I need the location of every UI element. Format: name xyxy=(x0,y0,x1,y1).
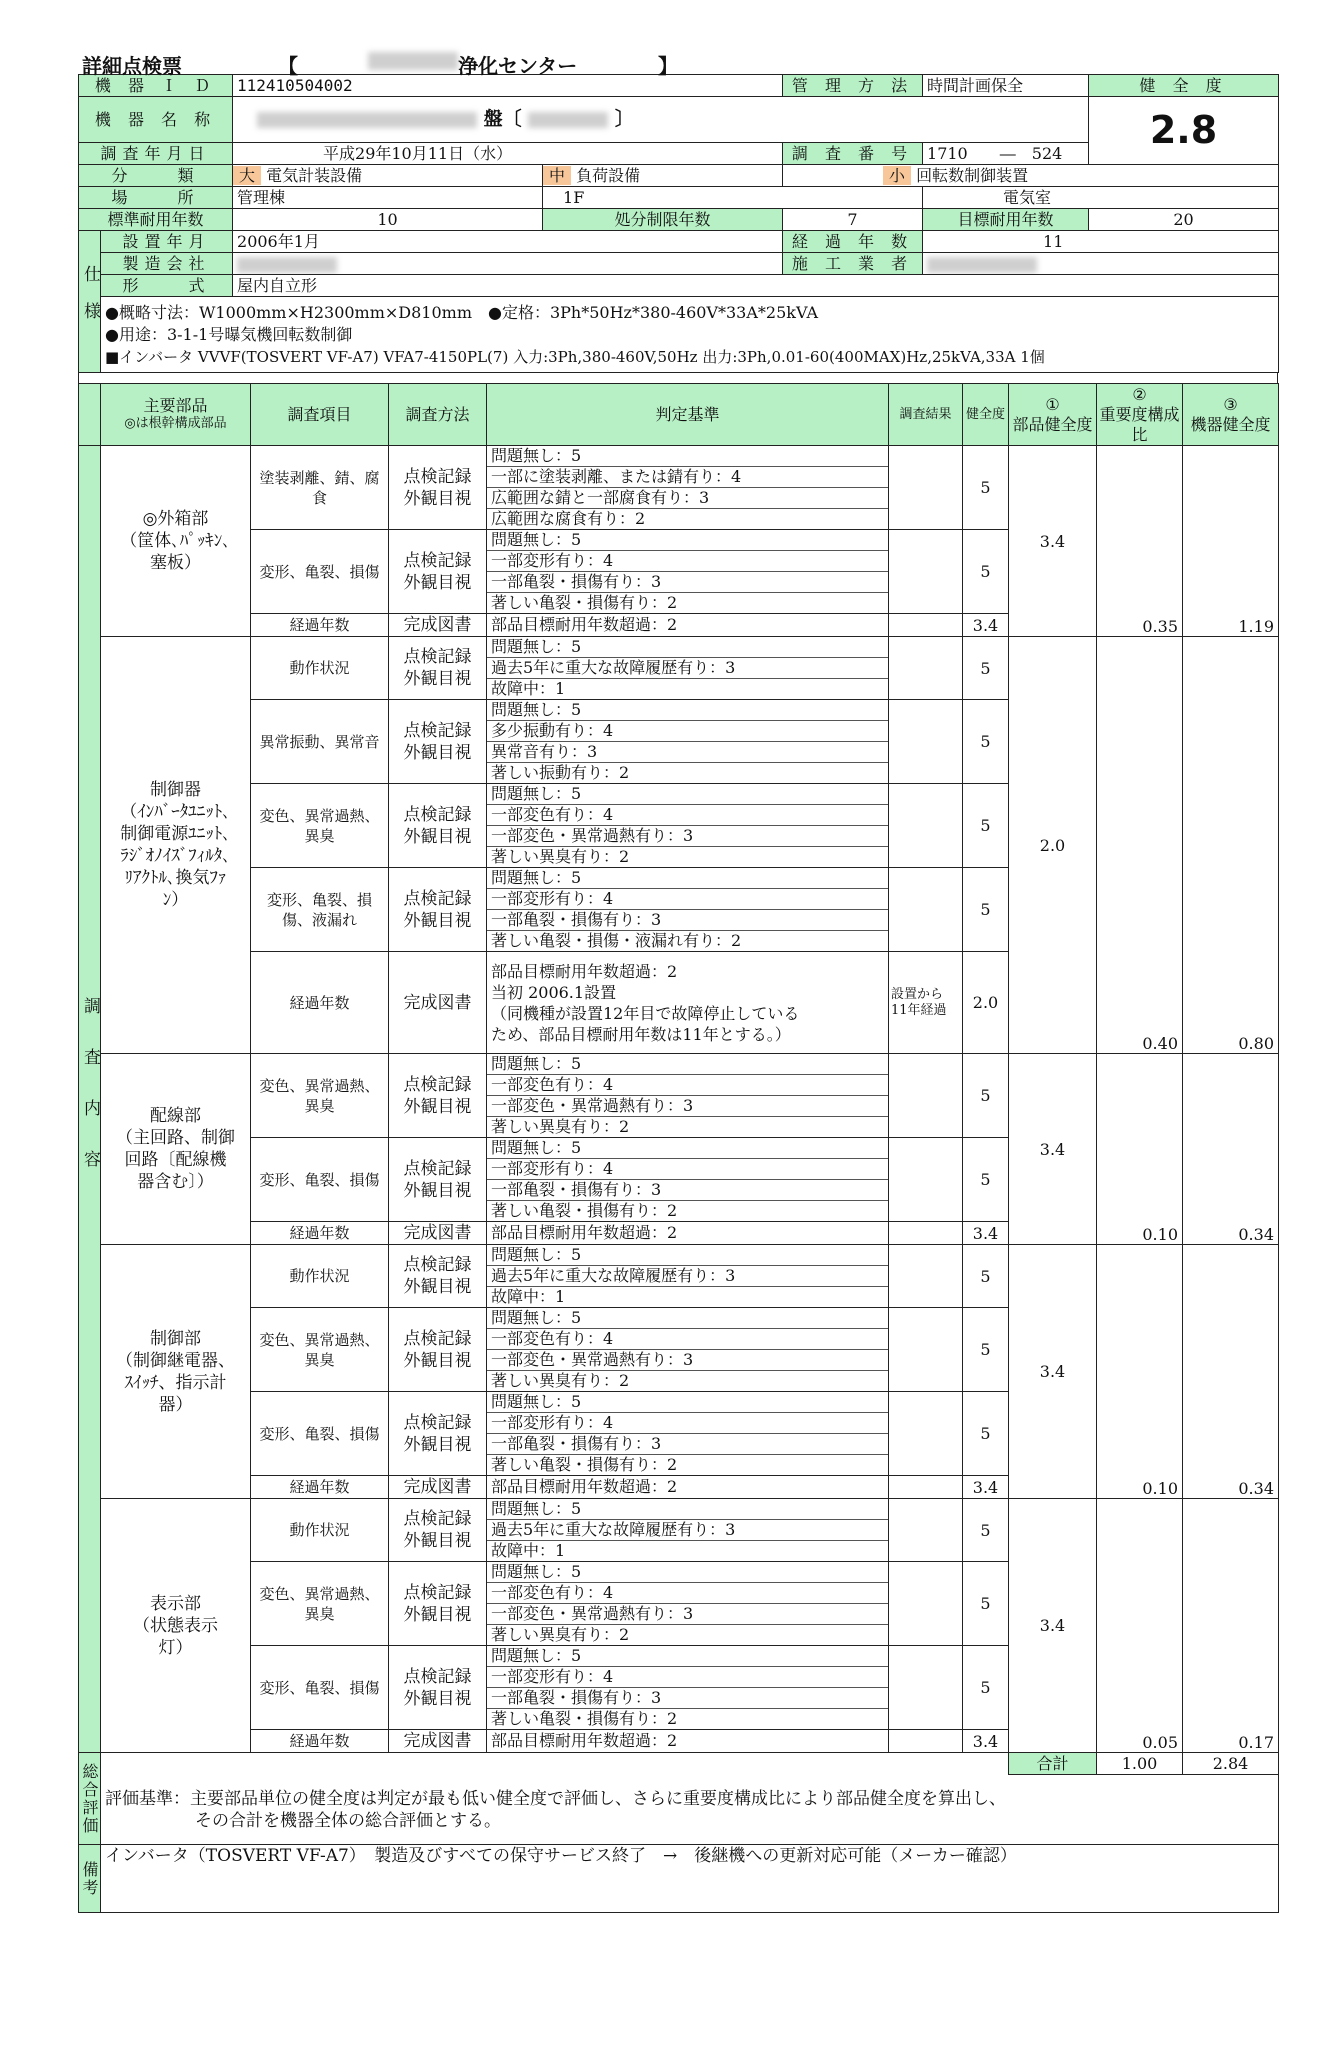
survey-method: 完成図書 xyxy=(389,1222,487,1245)
item-health: 3.4 xyxy=(963,1222,1009,1245)
survey-method: 点検記録 外観目視 xyxy=(389,868,487,952)
criteria-line: 問題無し：5 xyxy=(487,1392,888,1413)
item-health: 5 xyxy=(963,530,1009,614)
eval-side-label: 総合評価 xyxy=(79,1753,101,1845)
survey-result xyxy=(889,1222,963,1245)
sheet-title: 詳細点検票 xyxy=(82,54,182,78)
total-ratio: 1.00 xyxy=(1097,1753,1183,1775)
bracket-open: 【 xyxy=(278,54,298,78)
criteria-line: 一部変色・異常過熱有り：3 xyxy=(487,826,888,847)
survey-result: 設置から 11年経過 xyxy=(889,952,963,1054)
survey-item: 変色、異常過熱、異臭 xyxy=(251,1562,389,1646)
survey-result xyxy=(889,1476,963,1499)
eval-line-2: その合計を機器全体の総合評価とする。 xyxy=(195,1810,501,1831)
col-part-label: 主要部品 xyxy=(143,395,208,415)
target-life-label: 目標耐用年数 xyxy=(923,209,1089,231)
criteria-line: 一部変色有り：4 xyxy=(487,805,888,826)
criteria-line: 広範囲な腐食有り：2 xyxy=(491,509,646,528)
criteria-line: 一部変形有り：4 xyxy=(487,551,888,572)
criteria-line: 問題無し：5 xyxy=(487,868,888,889)
maker xyxy=(233,253,783,275)
survey-method: 完成図書 xyxy=(389,952,487,1054)
survey-result xyxy=(889,637,963,700)
survey-method: 完成図書 xyxy=(389,614,487,637)
survey-result xyxy=(889,530,963,614)
criteria xyxy=(487,1499,889,1562)
redacted-facility xyxy=(368,52,458,70)
redacted-contractor xyxy=(927,257,1037,273)
criteria xyxy=(487,784,889,868)
criteria-line: 故障中：1 xyxy=(491,1541,566,1560)
criteria xyxy=(487,1562,889,1646)
name-mid: 盤〔 xyxy=(483,108,522,130)
col-method: 調査方法 xyxy=(389,384,487,446)
criteria-line: 著しい亀裂・損傷有り：2 xyxy=(491,1709,678,1728)
item-health: 5 xyxy=(963,1138,1009,1222)
survey-item: 異常振動、異常音 xyxy=(251,700,389,784)
criteria-line: 問題無し：5 xyxy=(487,1138,888,1159)
criteria-line: 一部変形有り：4 xyxy=(487,1159,888,1180)
std-life: 10 xyxy=(233,209,543,231)
name-label: 機 器 名 称 xyxy=(79,97,233,143)
survey-method: 点検記録 外観目視 xyxy=(389,1054,487,1138)
criteria-line: 一部変色有り：4 xyxy=(487,1329,888,1350)
health-label: 健 全 度 xyxy=(1089,75,1279,97)
survey-method: 点検記録 外観目視 xyxy=(389,700,487,784)
item-health: 3.4 xyxy=(963,614,1009,637)
survey-no-b: 524 xyxy=(1031,144,1063,163)
survey-no-a: 1710 xyxy=(927,144,968,163)
criteria-line: 部品目標耐用年数超過：2 xyxy=(491,615,678,634)
criteria-line: 部品目標耐用年数超過：2 xyxy=(491,1731,678,1750)
criteria-line: 著しい亀裂・損傷有り：2 xyxy=(491,1455,678,1474)
criteria-line: 問題無し：5 xyxy=(487,1245,888,1266)
criteria-line: 広範囲な錆と一部腐食有り：3 xyxy=(487,488,888,509)
item-health: 5 xyxy=(963,446,1009,530)
criteria xyxy=(487,530,889,614)
survey-item: 変形、亀裂、損傷 xyxy=(251,1392,389,1476)
item-health: 5 xyxy=(963,1562,1009,1646)
survey-result xyxy=(889,1646,963,1730)
equipment-id-label: 機 器 Ｉ Ｄ xyxy=(79,75,233,97)
title-row xyxy=(78,48,1278,78)
part-eq-health: 0.34 xyxy=(1183,1245,1279,1499)
criteria xyxy=(487,1138,889,1222)
type-value: 屋内自立形 xyxy=(233,275,1279,297)
criteria-line: 過去5年に重大な故障履歴有り：3 xyxy=(487,658,888,679)
class-mid xyxy=(543,165,783,187)
item-health: 5 xyxy=(963,868,1009,952)
inspection-sheet xyxy=(78,48,1278,1913)
col-part-note: ◎は根幹構成部品 xyxy=(124,415,227,431)
criteria-line: 過去5年に重大な故障履歴有り：3 xyxy=(487,1266,888,1287)
survey-item: 変形、亀裂、損傷、液漏れ xyxy=(251,868,389,952)
total-spacer xyxy=(101,1753,1009,1775)
eval-line-1: 評価基準：主要部品単位の健全度は判定が最も低い健全度で評価し、さらに重要度構成比により部品健全度を算出し、 xyxy=(105,1788,1006,1809)
spec-line-2: ●用途：3-1-1号曝気機回転数制御 xyxy=(105,324,353,344)
col-eq-health-num: ③ xyxy=(1223,394,1238,414)
part-ratio: 0.35 xyxy=(1097,446,1183,637)
class-small xyxy=(783,165,1279,187)
survey-no xyxy=(923,143,1089,165)
survey-item: 変色、異常過熱、異臭 xyxy=(251,1308,389,1392)
item-health: 5 xyxy=(963,1054,1009,1138)
survey-method: 点検記録 外観目視 xyxy=(389,446,487,530)
part-name: 制御器 （ｲﾝﾊﾞｰﾀﾕﾆｯﾄ､ 制御電源ﾕﾆｯﾄ､ ﾗｼﾞｵﾉｲｽﾞﾌｨﾙﾀ､ ﾘｱｸﾄﾙ､換気ﾌｧ ﾝ） xyxy=(101,637,251,1054)
criteria-line: 著しい亀裂・損傷・液漏れ有り：2 xyxy=(491,931,742,950)
survey-result xyxy=(889,1730,963,1753)
equipment-id: 112410504002 xyxy=(233,75,783,97)
install: 2006年1月 xyxy=(233,231,783,253)
survey-method: 点検記録 外観目視 xyxy=(389,1646,487,1730)
total-label: 合計 xyxy=(1009,1753,1097,1775)
class-mid-value: 負荷設備 xyxy=(576,166,641,185)
criteria-line: 一部亀裂・損傷有り：3 xyxy=(487,572,888,593)
criteria-text: 部品目標耐用年数超過：2 当初 2006.1設置 （同機種が設置12年目で故障停止している ため、部品目標耐用年数は11年とする。） xyxy=(491,961,800,1044)
mgmt-value: 時間計画保全 xyxy=(923,75,1089,97)
col-health: 健全度 xyxy=(963,384,1009,446)
criteria xyxy=(487,614,889,637)
survey-method: 点検記録 外観目視 xyxy=(389,1562,487,1646)
facility-name: 浄化センター xyxy=(458,54,578,78)
survey-result xyxy=(889,784,963,868)
criteria-line: 問題無し：5 xyxy=(487,637,888,658)
criteria-line: 問題無し：5 xyxy=(487,1499,888,1520)
criteria-line: 多少振動有り：4 xyxy=(487,721,888,742)
survey-method: 点検記録 外観目視 xyxy=(389,1392,487,1476)
contractor xyxy=(923,253,1279,275)
name-end: 〕 xyxy=(614,108,634,130)
col-part xyxy=(101,384,251,446)
criteria-line: 一部変形有り：4 xyxy=(487,1667,888,1688)
criteria-line: 著しい亀裂・損傷有り：2 xyxy=(491,593,678,612)
survey-result xyxy=(889,1245,963,1308)
equipment-name xyxy=(233,97,1089,143)
survey-method: 点検記録 外観目視 xyxy=(389,1138,487,1222)
elapsed-label: 経 過 年 数 xyxy=(783,231,923,253)
criteria-line: 一部変色有り：4 xyxy=(487,1075,888,1096)
criteria xyxy=(487,868,889,952)
col-part-health xyxy=(1009,384,1097,446)
col-ratio-label: 重要度構成比 xyxy=(1099,404,1180,444)
elapsed: 11 xyxy=(923,231,1279,253)
criteria xyxy=(487,446,889,530)
eval-text xyxy=(101,1775,1279,1845)
survey-method: 完成図書 xyxy=(389,1730,487,1753)
survey-result xyxy=(889,1138,963,1222)
place-label: 場 所 xyxy=(79,187,233,209)
class-large-value: 電気計装設備 xyxy=(266,166,363,185)
criteria xyxy=(487,637,889,700)
criteria-line: 一部変形有り：4 xyxy=(487,1413,888,1434)
health-value: 2.8 xyxy=(1089,97,1279,165)
disposal-label: 処分制限年数 xyxy=(543,209,783,231)
part-eq-health: 0.34 xyxy=(1183,1054,1279,1245)
part-health: 3.4 xyxy=(1009,446,1097,637)
survey-result xyxy=(889,614,963,637)
criteria-line: 著しい異臭有り：2 xyxy=(491,1117,630,1136)
criteria xyxy=(487,700,889,784)
item-health: 5 xyxy=(963,1245,1009,1308)
install-label: 設置年月 xyxy=(101,231,233,253)
part-ratio: 0.05 xyxy=(1097,1499,1183,1753)
part-health: 2.0 xyxy=(1009,637,1097,1054)
criteria xyxy=(487,1646,889,1730)
contractor-label: 施 工 業 者 xyxy=(783,253,923,275)
survey-result xyxy=(889,868,963,952)
redacted-name xyxy=(257,112,477,128)
criteria xyxy=(487,1476,889,1499)
survey-no-label: 調 査 番 号 xyxy=(783,143,923,165)
survey-method: 点検記録 外観目視 xyxy=(389,1308,487,1392)
criteria-line: 問題無し：5 xyxy=(487,784,888,805)
criteria-line: 故障中：1 xyxy=(491,679,566,698)
place-room: 電気室 xyxy=(923,187,1279,209)
col-eq-health xyxy=(1183,384,1279,446)
survey-method: 完成図書 xyxy=(389,1476,487,1499)
criteria xyxy=(487,1308,889,1392)
survey-result xyxy=(889,700,963,784)
target-life: 20 xyxy=(1089,209,1279,231)
criteria-line: 著しい亀裂・損傷有り：2 xyxy=(491,1201,678,1220)
survey-result xyxy=(889,446,963,530)
criteria xyxy=(487,1245,889,1308)
criteria-line: 問題無し：5 xyxy=(487,1646,888,1667)
criteria-line: 異常音有り：3 xyxy=(487,742,888,763)
redacted-maker xyxy=(237,257,337,273)
survey-item: 変色、異常過熱、異臭 xyxy=(251,1054,389,1138)
class-small-tag: 小 xyxy=(883,166,911,185)
survey-item: 変形、亀裂、損傷 xyxy=(251,530,389,614)
col-part-health-num: ① xyxy=(1045,394,1060,414)
std-life-label: 標準耐用年数 xyxy=(79,209,233,231)
col-ratio xyxy=(1097,384,1183,446)
survey-item: 動作状況 xyxy=(251,637,389,700)
mgmt-label: 管 理 方 法 xyxy=(783,75,923,97)
spec-line-3: ■インバータ VVVF(TOSVERT VF-A7) VFA7-4150PL(7) 入力:3Ph,380-460V,50Hz 出力:3Ph,0.01-60(400MAX)Hz,25kVA,33A 1個 xyxy=(105,347,1045,366)
item-health: 5 xyxy=(963,637,1009,700)
survey-item: 塗装剥離、錆、腐食 xyxy=(251,446,389,530)
criteria-line: 問題無し：5 xyxy=(487,446,888,467)
item-health: 5 xyxy=(963,1499,1009,1562)
criteria-line: 一部亀裂・損傷有り：3 xyxy=(487,1434,888,1455)
part-ratio: 0.10 xyxy=(1097,1245,1183,1499)
type-label: 形 式 xyxy=(101,275,233,297)
item-health: 3.4 xyxy=(963,1476,1009,1499)
criteria-line: 故障中：1 xyxy=(491,1287,566,1306)
criteria xyxy=(487,1730,889,1753)
col-part-health-label: 部品健全度 xyxy=(1012,414,1093,434)
maker-label: 製造会社 xyxy=(101,253,233,275)
criteria-line: 著しい異臭有り：2 xyxy=(491,1371,630,1390)
survey-method: 点検記録 外観目視 xyxy=(389,530,487,614)
col-eq-health-label: 機器健全度 xyxy=(1190,414,1271,434)
survey-result xyxy=(889,1308,963,1392)
survey-result xyxy=(889,1562,963,1646)
spec-line-1: ●概略寸法：W1000mm×H2300mm×D810mm ●定格：3Ph*50Hz*380-460V*33A*25kVA xyxy=(105,302,818,322)
item-health: 5 xyxy=(963,1392,1009,1476)
part-health: 3.4 xyxy=(1009,1499,1097,1753)
total-eq-health: 2.84 xyxy=(1183,1753,1279,1775)
col-item: 調査項目 xyxy=(251,384,389,446)
criteria-line: 部品目標耐用年数超過：2 xyxy=(491,1223,678,1242)
spec-details xyxy=(101,297,1279,373)
criteria-line: 一部亀裂・損傷有り：3 xyxy=(487,910,888,931)
disposal: 7 xyxy=(783,209,923,231)
part-name: ◎外箱部 （筐体､ﾊﾟｯｷﾝ､ 塞板） xyxy=(101,446,251,637)
survey-table xyxy=(78,383,1279,1913)
criteria-line: 一部変色・異常過熱有り：3 xyxy=(487,1350,888,1371)
class-small-value: 回転数制御装置 xyxy=(916,166,1029,185)
survey-item: 動作状況 xyxy=(251,1499,389,1562)
part-eq-health: 0.17 xyxy=(1183,1499,1279,1753)
survey-item: 動作状況 xyxy=(251,1245,389,1308)
survey-no-dash: ― xyxy=(999,144,1016,163)
criteria-line: 一部変色・異常過熱有り：3 xyxy=(487,1604,888,1625)
part-name: 配線部 （主回路、制御 回路〔配線機 器含む〕） xyxy=(101,1054,251,1245)
part-health: 3.4 xyxy=(1009,1245,1097,1499)
part-eq-health: 0.80 xyxy=(1183,637,1279,1054)
col-criteria: 判定基準 xyxy=(487,384,889,446)
criteria-line: 一部に塗装剥離、または錆有り：4 xyxy=(487,467,888,488)
survey-item: 変色、異常過熱、異臭 xyxy=(251,784,389,868)
criteria-line: 著しい異臭有り：2 xyxy=(491,1625,630,1644)
criteria-line: 著しい異臭有り：2 xyxy=(491,847,630,866)
remarks-side-label: 備考 xyxy=(79,1845,101,1913)
criteria-line: 問題無し：5 xyxy=(487,1562,888,1583)
criteria-line: 一部変色有り：4 xyxy=(487,1583,888,1604)
survey-method: 点検記録 外観目視 xyxy=(389,784,487,868)
spec-side-label: 仕様 xyxy=(79,231,101,373)
survey-item: 変形、亀裂、損傷 xyxy=(251,1646,389,1730)
item-health: 5 xyxy=(963,1646,1009,1730)
item-health: 2.0 xyxy=(963,952,1009,1054)
criteria xyxy=(487,952,889,1054)
criteria-line: 一部変色・異常過熱有り：3 xyxy=(487,1096,888,1117)
part-eq-health: 1.19 xyxy=(1183,446,1279,637)
item-health: 5 xyxy=(963,700,1009,784)
place-floor: 1F xyxy=(543,187,923,209)
criteria xyxy=(487,1222,889,1245)
redacted-name-2 xyxy=(528,112,608,128)
criteria-line: 部品目標耐用年数超過：2 xyxy=(491,1477,678,1496)
class-mid-tag: 中 xyxy=(543,166,571,185)
bracket-close: 】 xyxy=(658,54,678,78)
survey-result xyxy=(889,1392,963,1476)
col-result: 調査結果 xyxy=(889,384,963,446)
place-bldg: 管理棟 xyxy=(233,187,543,209)
class-large-tag: 大 xyxy=(233,166,261,185)
criteria xyxy=(487,1054,889,1138)
info-table xyxy=(78,74,1279,373)
survey-side-label: 調査内容 xyxy=(79,446,101,1753)
part-health: 3.4 xyxy=(1009,1054,1097,1245)
criteria-line: 過去5年に重大な故障履歴有り：3 xyxy=(487,1520,888,1541)
remarks-text: インバータ（TOSVERT VF-A7） 製造及びすべての保守サービス終了 → 後継機への更新対応可能（メーカー確認） xyxy=(101,1845,1279,1913)
criteria-line: 問題無し：5 xyxy=(487,1054,888,1075)
survey-item: 経過年数 xyxy=(251,1730,389,1753)
criteria-line: 一部亀裂・損傷有り：3 xyxy=(487,1688,888,1709)
item-health: 5 xyxy=(963,784,1009,868)
survey-result xyxy=(889,1499,963,1562)
item-health: 5 xyxy=(963,1308,1009,1392)
criteria-line: 問題無し：5 xyxy=(487,530,888,551)
survey-result xyxy=(889,1054,963,1138)
criteria xyxy=(487,1392,889,1476)
survey-item: 経過年数 xyxy=(251,1476,389,1499)
class-large xyxy=(233,165,543,187)
part-name: 制御部 （制御継電器、 ｽｲｯﾁ、指示計 器） xyxy=(101,1245,251,1499)
date-label: 調査年月日 xyxy=(79,143,233,165)
survey-method: 点検記録 外観目視 xyxy=(389,637,487,700)
part-name: 表示部 （状態表示 灯） xyxy=(101,1499,251,1753)
part-ratio: 0.10 xyxy=(1097,1054,1183,1245)
survey-item: 変形、亀裂、損傷 xyxy=(251,1138,389,1222)
class-label: 分 類 xyxy=(79,165,233,187)
survey-item: 経過年数 xyxy=(251,952,389,1054)
survey-method: 点検記録 外観目視 xyxy=(389,1245,487,1308)
survey-item: 経過年数 xyxy=(251,1222,389,1245)
col-ratio-num: ② xyxy=(1132,384,1147,404)
survey-item: 経過年数 xyxy=(251,614,389,637)
criteria-line: 問題無し：5 xyxy=(487,1308,888,1329)
criteria-line: 問題無し：5 xyxy=(487,700,888,721)
part-ratio: 0.40 xyxy=(1097,637,1183,1054)
survey-method: 点検記録 外観目視 xyxy=(389,1499,487,1562)
item-health: 3.4 xyxy=(963,1730,1009,1753)
survey-date: 平成29年10月11日（水） xyxy=(233,143,783,165)
survey-side-top xyxy=(79,384,101,446)
criteria-line: 著しい振動有り：2 xyxy=(491,763,630,782)
criteria-line: 一部変形有り：4 xyxy=(487,889,888,910)
criteria-line: 一部亀裂・損傷有り：3 xyxy=(487,1180,888,1201)
